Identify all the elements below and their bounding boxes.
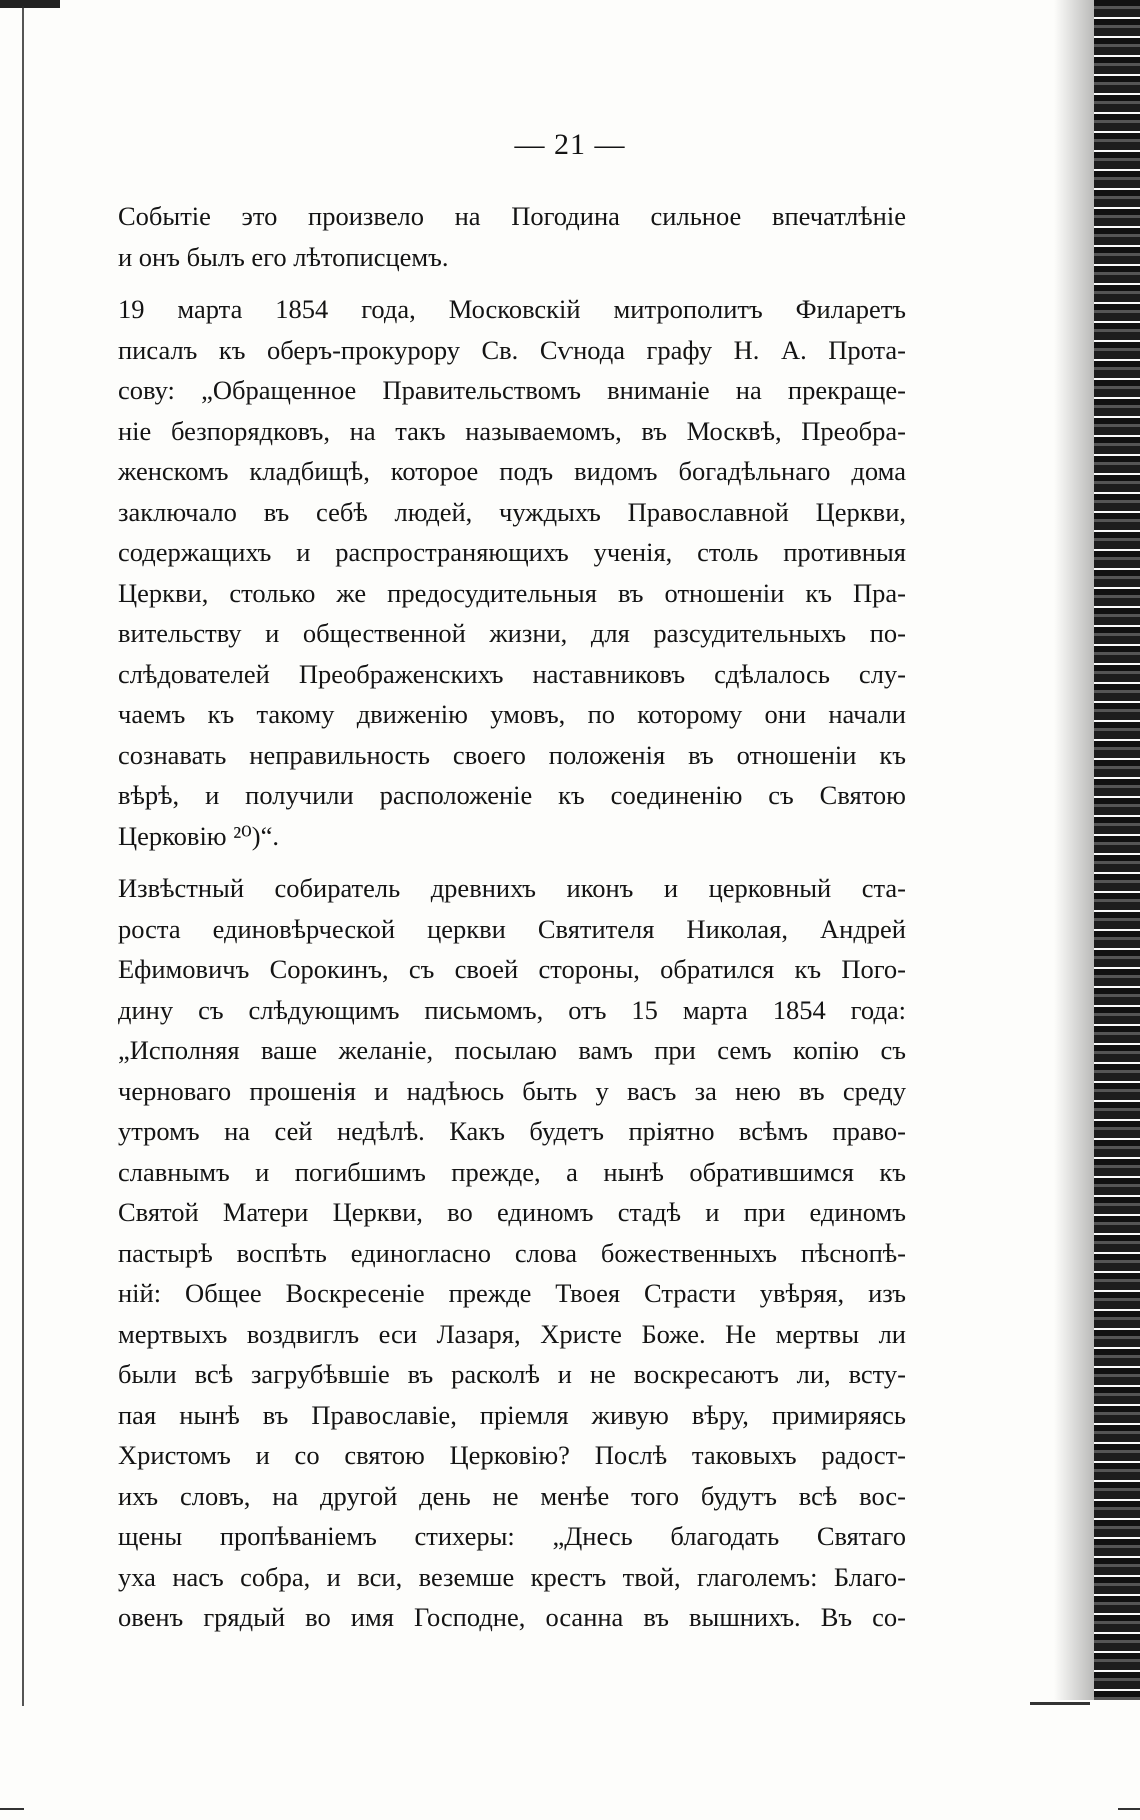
text-line: утромъ на сей недѣлѣ. Какъ будетъ пріятно всѣмъ право-: [118, 1116, 906, 1146]
text-line: дину съ слѣдующимъ письмомъ, отъ 15 марта 1854 года:: [118, 994, 906, 1025]
text-line: черноваго прошенія и надѣюсь быть у васъ за нею въ среду: [118, 1075, 906, 1106]
text-line: Церковію ²⁰)“.: [118, 820, 280, 851]
text-line: овенъ грядый во имя Господне, осанна въ вышнихъ. Въ со-: [118, 1602, 906, 1632]
paragraph-gap: [118, 277, 906, 289]
paragraph-1: [118, 196, 906, 277]
text-line: вѣрѣ, и получили расположеніе къ соединенію съ Святою: [118, 780, 906, 810]
text-line: „Исполняя ваше желаніе, посылаю вамъ при семъ копію съ: [118, 1035, 906, 1065]
text-line: содержащихъ и распространяющихъ ученія, столь противныя: [118, 537, 906, 567]
text-line: сознавать неправильность своего положенія въ отношеніи къ: [118, 739, 906, 770]
left-margin-rule: [22, 6, 24, 1706]
text-line: уха насъ собра, и вси, веземше крестъ твой, глаголемъ: Благо-: [118, 1561, 906, 1592]
text-line: пая нынѣ въ Православіе, пріемля живую вѣру, примиряясь: [118, 1399, 906, 1430]
text-line: ихъ словъ, на другой день не менѣе того будутъ всѣ вос-: [118, 1480, 906, 1511]
text-line: Христомъ и со святою Церковію? Послѣ таковыхъ радост-: [118, 1440, 906, 1470]
text-line: мертвыхъ воздвиглъ еси Лазаря, Христе Боже. Не мертвы ли: [118, 1318, 906, 1349]
text-line: Святой Матери Церкви, во единомъ стадѣ и при единомъ: [118, 1197, 906, 1227]
scan-right-edge-artifact: [1094, 0, 1140, 1700]
text-line: Событіе это произвело на Погодина сильное впечатлѣніе: [118, 201, 906, 231]
text-line: 19 марта 1854 года, Московскій митрополитъ Филаретъ: [118, 294, 906, 324]
text-line: сову: „Обращенное Правительствомъ вниманіе на прекраще-: [118, 375, 906, 405]
scan-bottom-artifact: [1030, 1702, 1090, 1705]
scan-corner-artifact: [0, 0, 60, 8]
scan-bottom-right-tick: [1118, 1808, 1140, 1810]
text-line: чаемъ къ такому движенію умовъ, по которому они начали: [118, 699, 906, 729]
text-line: пастырѣ воспѣть единогласно слова божественныхъ пѣснопѣ-: [118, 1237, 906, 1268]
text-line: вительству и общественной жизни, для разсудительныхъ по-: [118, 618, 906, 648]
text-line: Ефимовичъ Сорокинъ, съ своей стороны, обратился къ Пого-: [118, 954, 906, 984]
text-line: писалъ къ оберъ-прокурору Св. Сѵнода графу Н. А. Прота-: [118, 334, 906, 365]
text-line: ній: Общее Воскресеніе прежде Твоея Страсти увѣряя, изъ: [118, 1278, 906, 1308]
text-line: Церкви, столько же предосудительныя въ отношеніи къ Пра-: [118, 577, 906, 608]
page-number: — 21 —: [514, 128, 626, 161]
paragraph-2: [118, 289, 906, 856]
text-line: были всѣ загрубѣвшіе въ расколѣ и не воскресаютъ ли, всту-: [118, 1359, 906, 1389]
paragraph-3: [118, 868, 906, 1638]
text-line: роста единовѣрческой церкви Святителя Николая, Андрей: [118, 913, 906, 944]
text-line: славнымъ и погибшимъ прежде, а нынѣ обратившимся къ: [118, 1156, 906, 1187]
text-line: слѣдователей Преображенскихъ наставниковъ сдѣлалось слу-: [118, 658, 906, 689]
paragraph-gap: [118, 856, 906, 868]
scan-bottom-left-tick: [0, 1808, 24, 1810]
text-line: ніе безпорядковъ, на такъ называемомъ, въ Москвѣ, Преобра-: [118, 415, 906, 446]
body-text: [118, 196, 906, 1638]
text-line: заключало въ себѣ людей, чуждыхъ Православной Церкви,: [118, 496, 906, 527]
text-line: щены пропѣваніемъ стихеры: „Днесь благодать Святаго: [118, 1521, 906, 1551]
scan-edge-shadow: [1054, 0, 1094, 1700]
text-line: и онъ былъ его лѣтописцемъ.: [118, 241, 449, 272]
text-line: Извѣстный собиратель древнихъ иконъ и церковный ста-: [118, 873, 906, 903]
text-line: женскомъ кладбищѣ, которое подъ видомъ богадѣльнаго дома: [118, 456, 906, 486]
